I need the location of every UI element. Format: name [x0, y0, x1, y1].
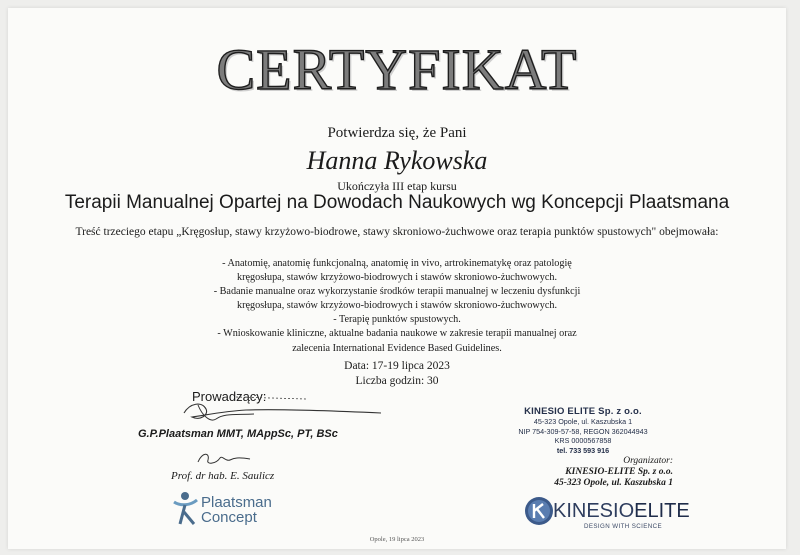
kinesio-elite-wordmark	[553, 500, 690, 523]
topics-list	[8, 257, 786, 356]
topic-line: - Wnioskowanie kliniczne, aktualne badania naukowe w zakresie terapii manualnej oraz	[217, 328, 577, 340]
recipient-name: Hanna Rykowska	[306, 146, 488, 175]
organizer-company: KINESIO-ELITE Sp. z o.o.	[565, 467, 673, 477]
concept-logo-text: Concept	[201, 509, 257, 526]
footer-place-date: Opole, 19 lipca 2023	[369, 536, 425, 543]
kinesio-tagline: DESIGN WITH SCIENCE	[584, 523, 663, 530]
certificate-sheet	[8, 8, 786, 549]
kinesio-elite-logo	[524, 496, 690, 531]
stamp-ids: NIP 754-309-57-58, REGON 362044943	[518, 426, 648, 436]
topic-line: - Terapię punktów spustowych.	[333, 314, 461, 326]
organizer-label: Organizator:	[623, 456, 673, 466]
lecturer-signature	[176, 393, 386, 427]
professor-name: Prof. dr hab. E. Saulicz	[171, 470, 275, 482]
kinesio-text: KINESIO	[553, 500, 635, 522]
stage-completed-text: Ukończyła III etap kursu	[337, 179, 457, 193]
stamp-krs: KRS 0000567858	[554, 436, 612, 446]
stamp-address: 45-323 Opole, ul. Kaszubska 1	[533, 417, 633, 426]
lecturer-label: Prowadzący:	[192, 389, 267, 404]
content-intro: Treść trzeciego etapu „Kręgosłup, stawy krzyżowo-biodrowe, stawy skroniowo-żuchwowe oraz terapia punktów spustowych" obejmowała:	[75, 226, 719, 238]
elite-text: ELITE	[634, 500, 690, 522]
plaatsman-logo-text: Plaatsman	[201, 494, 272, 511]
stamp-company: KINESIO ELITE Sp. z o.o.	[524, 406, 642, 417]
plaatsman-concept-logo	[172, 490, 272, 531]
course-name: Terapii Manualnej Opartej na Dowodach Naukowych wg Koncepcji Plaatsmana	[64, 192, 730, 213]
professor-signature	[194, 448, 254, 468]
lecturer-name: G.P.Plaatsman MMT, MAppSc, PT, BSc	[138, 428, 338, 440]
topic-line: zalecenia International Evidence Based Guidelines.	[292, 342, 502, 354]
running-figure-icon	[172, 490, 200, 526]
confirmation-text: Potwierdza się, że Pani	[327, 125, 467, 141]
organizer-address: 45-323 Opole, ul. Kaszubska 1	[554, 478, 673, 488]
course-date: Data: 17-19 lipca 2023	[344, 360, 450, 372]
topic-line: - Badanie manualne oraz wykorzystanie środków terapii manualnej w leczeniu dysfunkcji	[213, 286, 581, 298]
topic-line: - Anatomię, anatomię funkcjonalną, anatomię in vivo, artrokinematykę oraz patologię	[222, 258, 572, 269]
company-stamp	[488, 406, 678, 455]
kinesio-k-icon	[524, 496, 554, 526]
topic-line: kręgosłupa, stawów krzyżowo-biodrowych i stawów skroniowo-żuchwowych.	[237, 300, 557, 312]
topic-line: kręgosłupa, stawów krzyżowo-biodrowych i stawów skroniowo-żuchwowych.	[237, 272, 557, 284]
certificate-title: CERTYFIKAT	[216, 37, 578, 102]
organizer-block	[513, 456, 673, 489]
course-hours: Liczba godzin: 30	[355, 375, 439, 387]
stamp-phone: tel. 733 593 916	[556, 445, 610, 455]
